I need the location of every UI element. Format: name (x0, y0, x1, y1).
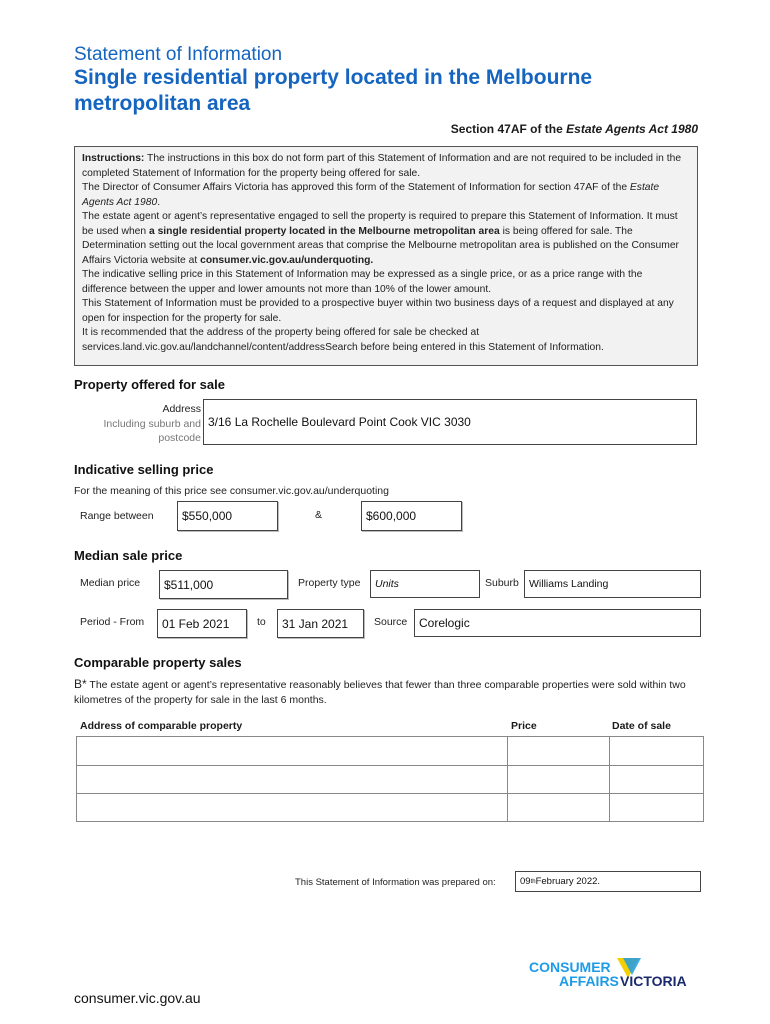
instructions-p1 (82, 152, 690, 181)
prepared-suffix: th (530, 878, 536, 885)
price-note: For the meaning of this price see consumer.vic.gov.au/underquoting (74, 485, 389, 497)
address-sub2: postcode (158, 432, 201, 444)
instructions-box (74, 146, 698, 366)
instructions-p6: It is recommended that the address of the property being offered for sale be checked at services.land.vic.gov.au/landchannel/content/addressSearch before being entered in this Statement of Information. (82, 327, 604, 353)
instructions-p3-b: is being offered for sale. The Determination setting out the local government areas that comprise the Melbourne metropolitan area is published on the Consumer Affairs Victoria website at (82, 225, 679, 266)
period-from-value: 01 Feb 2021 (162, 616, 230, 631)
property-type-value: Units (375, 578, 399, 590)
property-type-label: Property type (298, 577, 361, 589)
comparable-option (74, 677, 704, 708)
column-divider (609, 737, 610, 821)
period-to-field[interactable] (277, 609, 364, 638)
col-date-header: Date of sale (612, 720, 671, 732)
prepared-date-field[interactable] (515, 871, 701, 892)
instructions-p3-bold: a single residential property located in the Melbourne metropolitan area (148, 225, 500, 237)
address-sub1: Including suburb and (103, 417, 201, 430)
col-price-header: Price (511, 720, 537, 732)
source-field[interactable] (414, 609, 701, 637)
median-price-label: Median price (80, 577, 141, 589)
logo-line1: CONSUMER (529, 959, 611, 975)
section-reference (451, 122, 698, 136)
range-ampersand: & (315, 509, 323, 521)
logo-graphic (527, 958, 703, 1004)
comparable-table (76, 736, 704, 822)
instructions-p2-act: Estate Agents Act 1980 (82, 182, 660, 208)
property-type-field[interactable] (370, 570, 480, 598)
form-title: Single residential property located in the Melbourne metropolitan area (74, 66, 593, 115)
form-supertitle: Statement of Information (74, 44, 283, 65)
instructions-p2-end: . (157, 196, 161, 208)
median-heading: Median sale price (74, 548, 183, 563)
price-low-field[interactable] (177, 501, 278, 531)
instructions-p5: This Statement of Information must be provided to a prospective buyer within two business days of a request and displayed at any open for inspection for the property for sale. (82, 298, 674, 324)
logo-line3: VICTORIA (620, 973, 687, 989)
range-label: Range between (80, 510, 154, 522)
instructions-p3 (82, 210, 690, 268)
address-field[interactable] (203, 399, 697, 445)
period-from-label: Period - From (80, 616, 145, 628)
address-label-group (60, 402, 201, 446)
instructions-label: Instructions: (82, 153, 145, 164)
price-high-field[interactable] (361, 501, 462, 531)
underquoting-link[interactable]: consumer.vic.gov.au/underquoting. (200, 254, 374, 266)
instructions-p4: The indicative selling price in this Statement of Information may be expressed as a single price, or as a price range with the difference between the upper and lower amounts not more than 10% of the lower amount. (82, 269, 643, 295)
option-letter: B* (74, 677, 87, 691)
col-address-header: Address of comparable property (80, 720, 243, 732)
instructions-p2 (82, 181, 690, 210)
section-prefix: Section 47AF of the (450, 122, 567, 136)
median-price-value: $511,000 (164, 577, 214, 592)
median-price-field[interactable] (159, 570, 288, 599)
instructions-p2-text: The Director of Consumer Affairs Victoria has approved this form of the Statement of Information for section 47AF of the (82, 182, 630, 193)
suburb-label: Suburb (485, 577, 519, 589)
prepared-day: 09 (520, 876, 531, 887)
period-to-value: 31 Jan 2021 (282, 616, 349, 631)
prepared-label: This Statement of Information was prepared on: (295, 877, 496, 888)
source-label: Source (374, 616, 408, 628)
comparable-heading: Comparable property sales (74, 655, 242, 670)
instructions-p3-a: The estate agent or agent’s representative engaged to sell the property is required to prepare this Statement of Information. It must be used when (82, 211, 678, 237)
price-heading: Indicative selling price (74, 462, 214, 477)
option-text: The estate agent or agent’s representative reasonably believes that fewer than three comparable properties were sold within two kilometres of the property for sale in the last 6 months. (74, 679, 686, 706)
logo-line2: AFFAIRS (559, 973, 619, 989)
period-to-label: to (257, 616, 266, 628)
suburb-value: Williams Landing (529, 578, 609, 590)
instructions-p1-text: The instructions in this box do not form part of this Statement of Information and are not required to be included in the completed Statement of Information for the property being offered for sale. (82, 153, 682, 179)
address-value: 3/16 La Rochelle Boulevard Point Cook VIC 3030 (208, 415, 471, 429)
period-from-field[interactable] (157, 609, 247, 638)
property-heading: Property offered for sale (74, 377, 225, 392)
section-act: Estate Agents Act 1980 (566, 122, 698, 136)
prepared-rest: February 2022. (535, 876, 601, 887)
consumer-affairs-victoria-logo (527, 958, 703, 1004)
address-label: Address (162, 403, 201, 415)
source-value: Corelogic (419, 616, 470, 630)
footer-url[interactable]: consumer.vic.gov.au (74, 990, 201, 1006)
price-high-value: $600,000 (366, 509, 417, 523)
price-low-value: $550,000 (182, 509, 233, 523)
suburb-field[interactable] (524, 570, 701, 598)
column-divider (507, 737, 508, 821)
